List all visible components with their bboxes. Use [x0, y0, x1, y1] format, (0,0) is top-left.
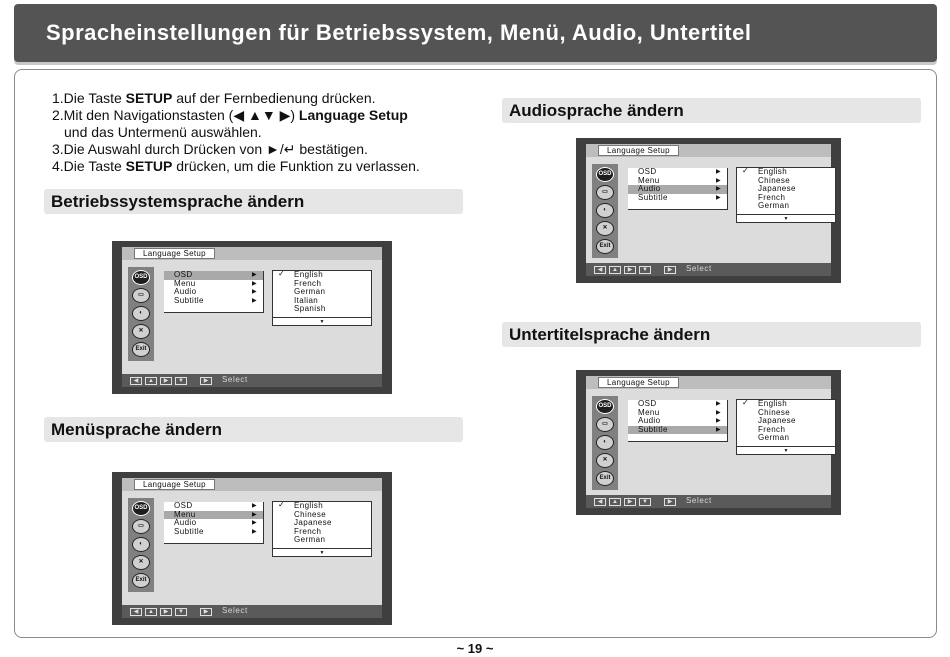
osd-footer-select-label: Select	[686, 496, 712, 505]
left-key-icon: ◀	[130, 377, 142, 385]
step-1	[52, 90, 420, 107]
osd-tab-strip	[122, 478, 382, 491]
chevron-right-icon: ▶	[715, 418, 721, 424]
chevron-right-icon: ▶	[715, 194, 721, 201]
navigation-arrows-icon: ◀ ▲▼ ▶	[233, 107, 291, 123]
down-key-icon: ▼	[175, 608, 187, 616]
osd-footer-select-label: Select	[686, 264, 712, 273]
scroll-down-icon[interactable]: ▼	[737, 446, 835, 454]
osd-menu-item-label: Subtitle	[638, 192, 668, 202]
osd-language-list	[736, 399, 836, 455]
chevron-right-icon: ▶	[251, 272, 257, 278]
exit-icon[interactable]: Exit	[132, 342, 150, 357]
play-enter-icon: ►/↵	[266, 141, 296, 157]
osd-language-label: French	[294, 278, 322, 288]
chevron-right-icon: ▶	[251, 520, 257, 526]
osd-language-option[interactable]	[273, 305, 371, 314]
section-heading-audio: Audiosprache ändern	[502, 98, 921, 123]
section-heading-subtitle: Untertitelsprache ändern	[502, 322, 921, 347]
osd-menu-item-label: Subtitle	[638, 424, 668, 434]
step-text: auf der Fernbedienung drücken.	[172, 90, 376, 106]
right-key-icon: ▶	[624, 498, 636, 506]
step-key: SETUP	[125, 90, 173, 106]
tools-icon[interactable]: ✕	[132, 555, 150, 570]
osd-language-label: French	[758, 192, 786, 202]
osd-menu-item-subtitle[interactable]	[164, 297, 263, 306]
exit-icon[interactable]: Exit	[596, 239, 614, 254]
osd-screen-audio-language	[576, 138, 841, 283]
osd-language-label: Spanish	[294, 304, 326, 313]
osd-language-option[interactable]	[737, 185, 835, 194]
osd-main-menu	[164, 502, 264, 544]
osd-screen-os-language	[112, 241, 392, 394]
audio-icon[interactable]: ◐	[596, 203, 614, 218]
down-key-icon: ▼	[175, 377, 187, 385]
tv-icon[interactable]: ▭	[132, 288, 150, 303]
osd-tab-language-setup[interactable]: Language Setup	[134, 479, 215, 490]
step-text: bestätigen.	[295, 141, 368, 157]
osd-language-option[interactable]	[273, 288, 371, 297]
osd-icon-column	[128, 498, 154, 592]
osd-main-menu	[628, 400, 728, 442]
chevron-right-icon: ▶	[715, 409, 721, 416]
page-title: Spracheinstellungen für Betriebssystem, Menü, Audio, Untertitel	[14, 4, 937, 62]
osd-language-label: German	[294, 287, 326, 296]
osd-main-menu	[164, 271, 264, 313]
osd-footer	[122, 605, 382, 618]
left-key-icon: ◀	[594, 266, 606, 274]
chevron-right-icon: ▶	[715, 401, 721, 407]
step-key: SETUP	[125, 158, 173, 174]
up-key-icon: ▲	[145, 608, 157, 616]
osd-language-option[interactable]	[737, 434, 835, 443]
tv-icon[interactable]: ▭	[596, 185, 614, 200]
osd-language-label: English	[294, 501, 324, 510]
down-key-icon: ▼	[639, 266, 651, 274]
section-heading-os: Betriebssystemsprache ändern	[44, 189, 463, 214]
tools-icon[interactable]: ✕	[596, 453, 614, 468]
up-key-icon: ▲	[609, 498, 621, 506]
left-key-icon: ◀	[130, 608, 142, 616]
tools-icon[interactable]: ✕	[596, 221, 614, 236]
audio-icon[interactable]: ◐	[596, 435, 614, 450]
osd-language-label: Japanese	[758, 416, 796, 425]
step-3	[52, 141, 420, 158]
osd-menu-item-label: Menu	[174, 509, 196, 519]
down-key-icon: ▼	[639, 498, 651, 506]
chevron-right-icon: ▶	[251, 503, 257, 509]
osd-language-option[interactable]	[273, 519, 371, 528]
step-text: 4.Die Taste	[52, 158, 126, 174]
osd-menu-item-subtitle[interactable]	[628, 194, 727, 203]
osd-screen-menu-language	[112, 472, 392, 625]
osd-language-label: German	[758, 201, 790, 210]
osd-menu-item-label: Subtitle	[174, 295, 204, 305]
play-key-icon: ▶	[664, 498, 676, 506]
instruction-steps	[52, 90, 420, 175]
chevron-right-icon: ▶	[251, 289, 257, 295]
osd-screen-subtitle-language	[576, 370, 841, 515]
osd-menu-item-label: OSD	[638, 167, 657, 176]
osd-language-option[interactable]	[737, 417, 835, 426]
step-text: )	[290, 107, 299, 123]
osd-language-list	[736, 167, 836, 223]
osd-icon[interactable]: OSD	[132, 501, 150, 516]
checkmark-icon: ✓	[742, 166, 750, 175]
osd-menu-item-label: Menu	[174, 278, 196, 288]
exit-icon[interactable]: Exit	[132, 573, 150, 588]
osd-language-option[interactable]	[273, 536, 371, 545]
osd-icon-column	[592, 396, 618, 490]
step-4	[52, 158, 420, 175]
osd-menu-item-subtitle[interactable]	[628, 426, 727, 435]
tools-icon[interactable]: ✕	[132, 324, 150, 339]
section-heading-menu: Menüsprache ändern	[44, 417, 463, 442]
exit-icon[interactable]: Exit	[596, 471, 614, 486]
chevron-right-icon: ▶	[251, 297, 257, 304]
audio-icon[interactable]: ◐	[132, 306, 150, 321]
osd-language-option[interactable]	[273, 271, 371, 280]
page-number: ~ 19 ~	[456, 641, 494, 656]
chevron-right-icon: ▶	[251, 528, 257, 535]
checkmark-icon: ✓	[278, 269, 286, 278]
osd-menu-item-label: OSD	[174, 270, 193, 279]
osd-language-list	[272, 501, 372, 557]
right-key-icon: ▶	[160, 377, 172, 385]
osd-language-label: English	[294, 270, 324, 279]
checkmark-icon: ✓	[742, 398, 750, 407]
checkmark-icon: ✓	[278, 500, 286, 509]
osd-menu-item-label: Audio	[174, 518, 197, 527]
chevron-right-icon: ▶	[251, 511, 257, 518]
osd-icon[interactable]: OSD	[132, 270, 150, 285]
osd-footer-select-label: Select	[222, 606, 248, 615]
osd-language-label: Italian	[294, 295, 319, 305]
chevron-right-icon: ▶	[715, 169, 721, 175]
osd-panel	[586, 144, 831, 276]
osd-language-label: French	[294, 526, 322, 536]
up-key-icon: ▲	[609, 266, 621, 274]
osd-language-label: Japanese	[294, 518, 332, 527]
osd-tab-strip	[122, 247, 382, 260]
osd-language-label: German	[758, 433, 790, 442]
osd-tab-language-setup[interactable]: Language Setup	[598, 377, 679, 388]
osd-tab-language-setup[interactable]: Language Setup	[598, 145, 679, 156]
osd-language-list	[272, 270, 372, 326]
right-key-icon: ▶	[624, 266, 636, 274]
chevron-right-icon: ▶	[715, 186, 721, 192]
scroll-down-icon[interactable]: ▼	[273, 317, 371, 325]
osd-language-label: French	[758, 424, 786, 434]
right-key-icon: ▶	[160, 608, 172, 616]
left-key-icon: ◀	[594, 498, 606, 506]
osd-language-label: English	[758, 167, 788, 176]
osd-icon[interactable]: OSD	[596, 167, 614, 182]
play-key-icon: ▶	[664, 266, 676, 274]
osd-tab-language-setup[interactable]: Language Setup	[134, 248, 215, 259]
osd-language-label: Japanese	[758, 184, 796, 193]
osd-menu-item-label: OSD	[174, 501, 193, 510]
chevron-right-icon: ▶	[715, 426, 721, 433]
osd-language-label: Chinese	[758, 407, 791, 417]
chevron-right-icon: ▶	[715, 177, 721, 184]
step-text: 1.Die Taste	[52, 90, 126, 106]
osd-menu-item-label: OSD	[638, 399, 657, 408]
osd-footer	[586, 263, 831, 276]
tv-icon[interactable]: ▭	[596, 417, 614, 432]
osd-menu-item-label: Subtitle	[174, 526, 204, 536]
osd-language-label: Chinese	[294, 509, 327, 519]
osd-menu-item-label: Audio	[638, 416, 661, 425]
scroll-down-icon[interactable]: ▼	[273, 548, 371, 556]
osd-language-label: German	[294, 535, 326, 544]
step-text: 2.Mit den Navigationstasten (	[52, 107, 234, 123]
osd-footer	[122, 374, 382, 387]
osd-footer-select-label: Select	[222, 375, 248, 384]
osd-language-label: Chinese	[758, 175, 791, 185]
step-2-cont: und das Untermenü auswählen.	[64, 124, 262, 140]
play-key-icon: ▶	[200, 377, 212, 385]
play-key-icon: ▶	[200, 608, 212, 616]
osd-icon[interactable]: OSD	[596, 399, 614, 414]
scroll-down-icon[interactable]: ▼	[737, 214, 835, 222]
osd-icon-column	[592, 164, 618, 258]
step-text: 3.Die Auswahl durch Drücken von	[52, 141, 266, 157]
osd-menu-item-label: Audio	[638, 184, 661, 193]
osd-main-menu	[628, 168, 728, 210]
osd-icon-column	[128, 267, 154, 361]
osd-menu-item-subtitle[interactable]	[164, 528, 263, 537]
osd-footer	[586, 495, 831, 508]
chevron-right-icon: ▶	[251, 280, 257, 287]
osd-tab-strip	[586, 144, 831, 157]
osd-menu-item-label: Audio	[174, 287, 197, 296]
step-text: drücken, um die Funktion zu verlassen.	[172, 158, 420, 174]
step-key: Language Setup	[298, 107, 408, 123]
osd-language-option[interactable]	[737, 202, 835, 211]
osd-panel	[122, 247, 382, 387]
osd-language-label: English	[758, 399, 788, 408]
step-2	[52, 107, 420, 124]
osd-tab-strip	[586, 376, 831, 389]
osd-panel	[122, 478, 382, 618]
osd-menu-item-label: Menu	[638, 407, 660, 417]
up-key-icon: ▲	[145, 377, 157, 385]
audio-icon[interactable]: ◐	[132, 537, 150, 552]
osd-panel	[586, 376, 831, 508]
tv-icon[interactable]: ▭	[132, 519, 150, 534]
osd-menu-item-label: Menu	[638, 175, 660, 185]
